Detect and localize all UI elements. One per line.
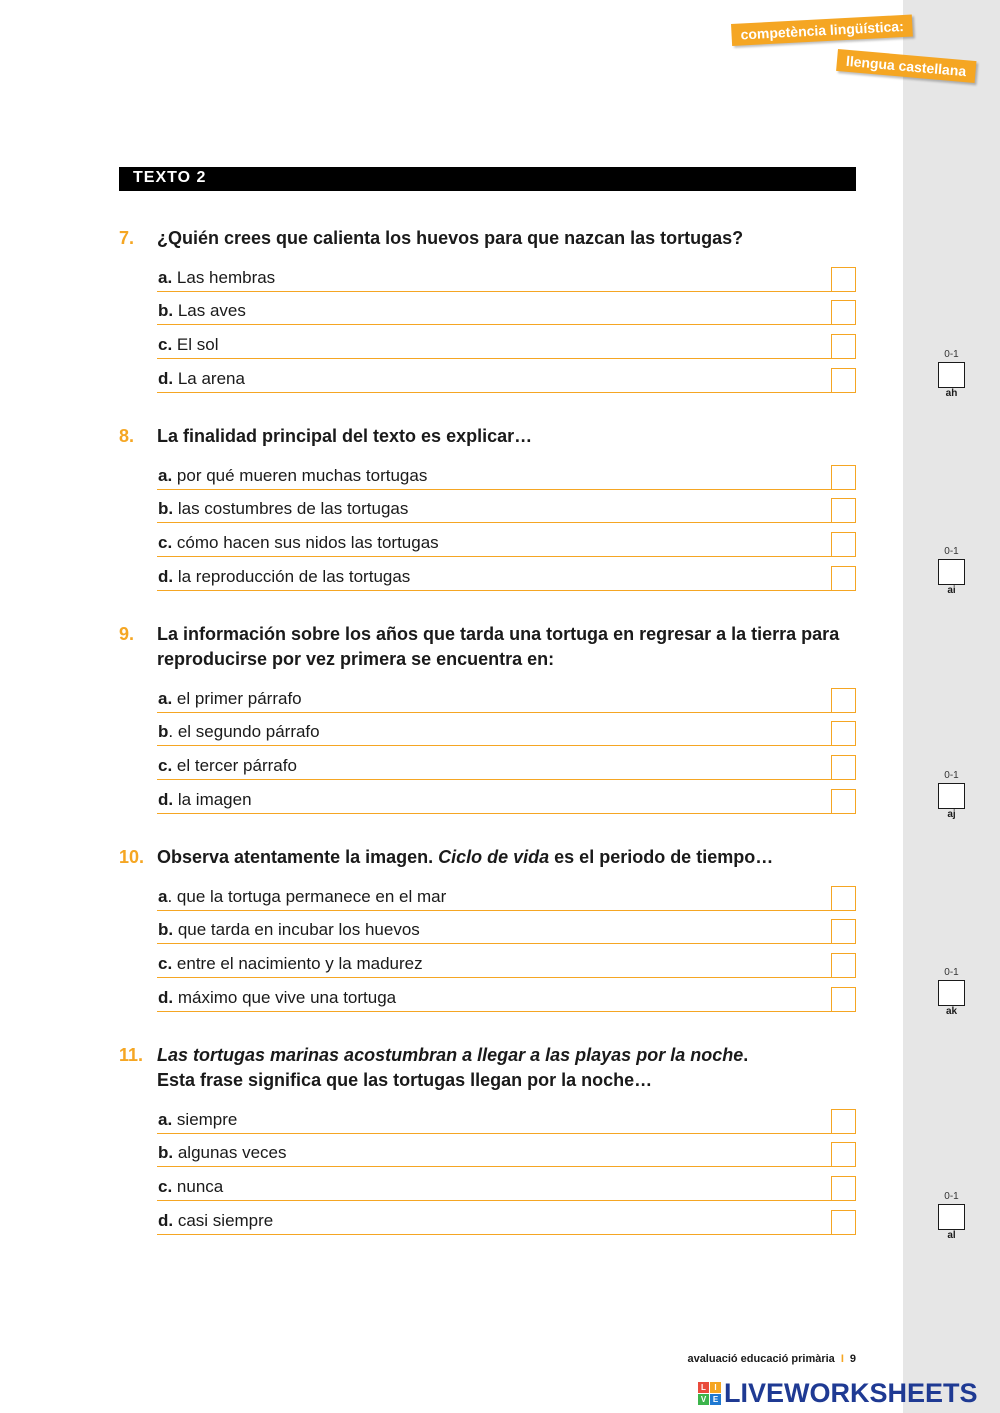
logo-letter: L	[698, 1382, 709, 1393]
answer-checkbox-c[interactable]	[831, 532, 856, 557]
option-b	[157, 490, 856, 524]
answer-checkbox-d[interactable]	[831, 987, 856, 1012]
question-text-part: es el periodo de tiempo…	[549, 847, 774, 867]
footer-label: avaluació educació primària	[687, 1353, 835, 1365]
score-range: 0-1	[944, 967, 959, 978]
question-number: 7.	[119, 228, 135, 248]
option-d	[157, 780, 856, 814]
option-label: cómo hacen sus nidos las tortugas	[172, 533, 439, 553]
options-list	[157, 456, 856, 591]
option-label: El sol	[172, 335, 219, 355]
option-letter: a.	[158, 1109, 173, 1129]
option-letter: c.	[158, 533, 173, 553]
answer-checkbox-c[interactable]	[831, 1176, 856, 1201]
score-input[interactable]	[938, 362, 965, 388]
option-d	[157, 978, 856, 1012]
question-number: 9.	[119, 624, 135, 644]
option-letter: c.	[158, 954, 173, 974]
score-input[interactable]	[938, 980, 965, 1006]
option-label: la reproducción de las tortugas	[173, 566, 411, 586]
logo-mark-icon	[698, 1382, 721, 1405]
question-text-italic: Ciclo de vida	[438, 847, 550, 867]
question-7	[119, 226, 856, 393]
option-label: casi siempre	[173, 1210, 274, 1230]
question-text-part: .	[743, 1045, 749, 1065]
option-letter: b	[158, 722, 169, 742]
logo-letter: E	[710, 1394, 721, 1405]
question-8	[119, 424, 856, 591]
question-text: ¿Quién crees que calienta los huevos para que nazcan las tortugas?	[157, 228, 744, 248]
answer-checkbox-c[interactable]	[831, 953, 856, 978]
logo-text: LIVEWORKSHEETS	[724, 1378, 978, 1408]
page-footer	[560, 1353, 856, 1365]
option-label: el primer párrafo	[172, 688, 302, 708]
answer-checkbox-a[interactable]	[831, 465, 856, 490]
answer-checkbox-b[interactable]	[831, 300, 856, 325]
option-letter: b.	[158, 499, 174, 519]
option-label: la imagen	[173, 789, 252, 809]
option-a	[157, 679, 856, 713]
answer-checkbox-d[interactable]	[831, 1210, 856, 1235]
question-text	[157, 845, 856, 870]
option-label: . que la tortuga permanece en el mar	[167, 886, 447, 906]
option-letter: a.	[158, 267, 173, 287]
option-b	[157, 292, 856, 326]
score-code: aj	[947, 809, 956, 820]
question-text: La información sobre los años que tarda una tortuga en regresar a la tierra para reproducirse por vez primera se encuentra en:	[157, 624, 840, 669]
option-letter: c.	[158, 1177, 173, 1197]
option-c	[157, 1167, 856, 1201]
section-title: TEXTO 2	[119, 167, 856, 191]
score-code: ai	[947, 585, 956, 596]
option-b	[157, 1134, 856, 1168]
question-11	[119, 1043, 856, 1235]
option-letter: b.	[158, 920, 174, 940]
score-box-ai	[938, 546, 965, 596]
subject-tag-line2: llengua castellana	[836, 49, 976, 83]
question-9	[119, 622, 856, 814]
score-code: ak	[945, 1006, 958, 1017]
option-letter: a.	[158, 688, 173, 708]
answer-checkbox-c[interactable]	[831, 755, 856, 780]
option-letter: a	[158, 886, 168, 906]
question-number: 10.	[119, 847, 145, 867]
option-label: Las aves	[173, 301, 246, 321]
answer-checkbox-a[interactable]	[831, 1109, 856, 1134]
answer-checkbox-d[interactable]	[831, 566, 856, 591]
option-c	[157, 944, 856, 978]
option-letter: d.	[158, 1210, 174, 1230]
footer-separator: I	[840, 1353, 844, 1365]
option-label: entre el nacimiento y la madurez	[172, 954, 423, 974]
subject-tag-line1: competència lingüística:	[731, 15, 913, 46]
logo-letter: I	[710, 1382, 721, 1393]
options-list	[157, 258, 856, 393]
option-d	[157, 1201, 856, 1235]
answer-checkbox-b[interactable]	[831, 1142, 856, 1167]
score-code: al	[947, 1230, 956, 1241]
option-letter: c.	[158, 335, 173, 355]
options-list	[157, 1100, 856, 1235]
liveworksheets-logo	[698, 1378, 978, 1408]
option-letter: d.	[158, 987, 174, 1007]
option-a	[157, 1100, 856, 1134]
option-a	[157, 258, 856, 292]
answer-checkbox-a[interactable]	[831, 267, 856, 292]
option-label: por qué mueren muchas tortugas	[172, 465, 428, 485]
option-label: el tercer párrafo	[172, 756, 297, 776]
score-range: 0-1	[944, 349, 959, 360]
score-input[interactable]	[938, 559, 965, 585]
answer-checkbox-b[interactable]	[831, 919, 856, 944]
options-list	[157, 877, 856, 1012]
score-input[interactable]	[938, 1204, 965, 1230]
option-b	[157, 911, 856, 945]
option-letter: b.	[158, 301, 174, 321]
score-range: 0-1	[944, 546, 959, 557]
answer-checkbox-a[interactable]	[831, 688, 856, 713]
option-label: algunas veces	[173, 1143, 287, 1163]
option-a	[157, 877, 856, 911]
question-10	[119, 845, 856, 1012]
option-label: que tarda en incubar los huevos	[173, 920, 420, 940]
option-letter: d.	[158, 789, 174, 809]
question-text-line2: Esta frase significa que las tortugas llegan por la noche…	[157, 1070, 653, 1090]
options-list	[157, 679, 856, 814]
answer-checkbox-b[interactable]	[831, 721, 856, 746]
question-number: 11.	[119, 1045, 144, 1065]
option-c	[157, 746, 856, 780]
option-letter: b.	[158, 1143, 174, 1163]
score-box-ah	[938, 349, 965, 399]
option-c	[157, 325, 856, 359]
logo-letter: V	[698, 1394, 709, 1405]
score-box-aj	[938, 770, 965, 820]
score-box-ak	[938, 967, 965, 1017]
question-text-italic: Las tortugas marinas acostumbran a llegar a las playas por la noche	[157, 1045, 744, 1065]
answer-checkbox-d[interactable]	[831, 789, 856, 814]
option-label: máximo que vive una tortuga	[173, 987, 397, 1007]
score-code: ah	[945, 388, 958, 399]
question-text	[157, 1043, 856, 1093]
answer-checkbox-a[interactable]	[831, 886, 856, 911]
option-letter: d.	[158, 566, 174, 586]
option-a	[157, 456, 856, 490]
option-label: La arena	[173, 368, 245, 388]
question-number: 8.	[119, 426, 135, 446]
score-range: 0-1	[944, 1191, 959, 1202]
answer-checkbox-c[interactable]	[831, 334, 856, 359]
option-label: siempre	[172, 1109, 238, 1129]
question-text-part: Observa atentamente la imagen.	[157, 847, 439, 867]
option-d	[157, 359, 856, 393]
score-range: 0-1	[944, 770, 959, 781]
option-label: . el segundo párrafo	[168, 722, 320, 742]
option-label: las costumbres de las tortugas	[173, 499, 409, 519]
question-text: La finalidad principal del texto es explicar…	[157, 426, 533, 446]
option-d	[157, 557, 856, 591]
score-input[interactable]	[938, 783, 965, 809]
option-letter: c.	[158, 756, 173, 776]
option-c	[157, 523, 856, 557]
answer-checkbox-b[interactable]	[831, 498, 856, 523]
score-box-al	[938, 1191, 965, 1241]
option-letter: d.	[158, 368, 174, 388]
option-letter: a.	[158, 465, 173, 485]
option-b	[157, 713, 856, 747]
option-label: nunca	[172, 1177, 224, 1197]
option-label: Las hembras	[172, 267, 276, 287]
page-number: 9	[849, 1353, 856, 1365]
answer-checkbox-d[interactable]	[831, 368, 856, 393]
